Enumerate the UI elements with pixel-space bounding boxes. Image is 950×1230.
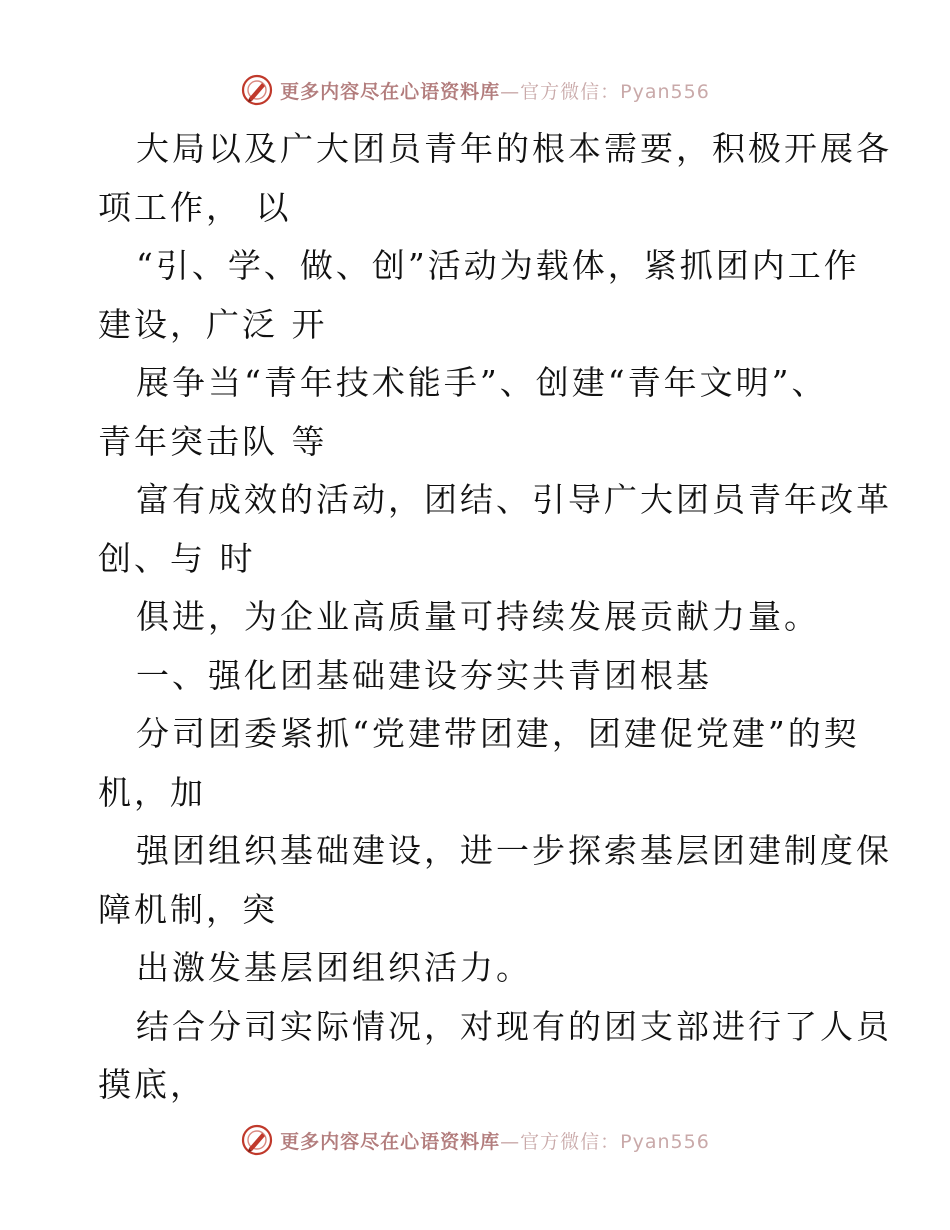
footer-watermark xyxy=(0,1120,950,1160)
watermark-main: 更多内容尽在心语资料库 xyxy=(280,80,501,103)
watermark-main: 更多内容尽在心语资料库 xyxy=(280,1130,501,1153)
body-line: 创、与 时 xyxy=(98,538,256,578)
header-watermark xyxy=(0,70,950,110)
body-line: 强团组织基础建设，进一步探索基层团建制度保 xyxy=(136,831,892,870)
pen-logo-icon xyxy=(240,73,274,107)
body-line: 建设，广泛 开 xyxy=(98,304,328,344)
body-line: 展争当“青年技术能手”、创建“青年文明”、 xyxy=(136,363,828,402)
watermark-rest: —官方微信：Pyan556 xyxy=(500,80,710,103)
body-line: 项工作， 以 xyxy=(98,187,292,227)
body-line: “引、学、做、创”活动为载体，紧抓团内工作 xyxy=(136,246,860,285)
body-line: 出激发基层团组织活力。 xyxy=(136,948,532,987)
watermark-text xyxy=(280,77,710,104)
section-heading: 一、强化团基础建设夯实共青团根基 xyxy=(136,655,712,695)
body-line: 富有成效的活动，团结、引导广大团员青年改革 xyxy=(136,480,892,519)
watermark-rest: —官方微信：Pyan556 xyxy=(500,1130,710,1153)
body-line: 分司团委紧抓“党建带团建，团建促党建”的契 xyxy=(136,714,860,753)
body-line: 机，加 xyxy=(98,772,206,812)
document-body xyxy=(98,120,892,1115)
body-line: 青年突击队 等 xyxy=(98,421,328,461)
body-line: 摸底， xyxy=(98,1065,206,1104)
pen-logo-icon xyxy=(240,1123,274,1157)
body-line: 大局以及广大团员青年的根本需要，积极开展各 xyxy=(136,129,892,168)
body-line: 障机制，突 xyxy=(98,889,278,929)
watermark-text xyxy=(280,1127,710,1154)
body-line: 结合分司实际情况，对现有的团支部进行了人员 xyxy=(136,1006,892,1046)
body-line: 俱进，为企业高质量可持续发展贡献力量。 xyxy=(136,597,820,636)
